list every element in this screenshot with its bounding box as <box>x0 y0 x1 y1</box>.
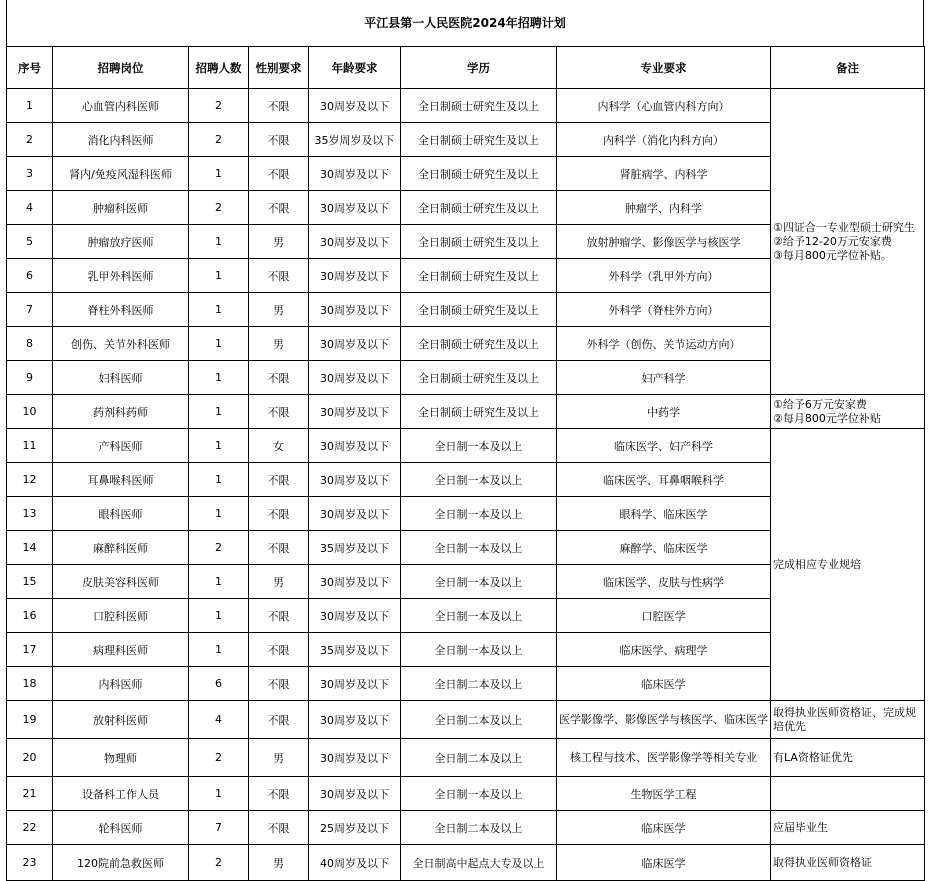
cell-no: 4 <box>7 191 53 225</box>
cell-count: 1 <box>189 429 249 463</box>
cell-gender: 不限 <box>249 463 309 497</box>
note-line: ①给予6万元安家费 <box>773 397 867 411</box>
cell-major: 外科学（乳甲外方向） <box>557 259 771 293</box>
cell-age: 30周岁及以下 <box>309 777 401 811</box>
cell-major: 内科学（消化内科方向） <box>557 123 771 157</box>
cell-count: 1 <box>189 327 249 361</box>
cell-post: 设备科工作人员 <box>53 777 189 811</box>
cell-edu: 全日制二本及以上 <box>401 667 557 701</box>
cell-no: 2 <box>7 123 53 157</box>
cell-count: 1 <box>189 395 249 429</box>
cell-gender: 不限 <box>249 123 309 157</box>
cell-post: 脊柱外科医师 <box>53 293 189 327</box>
cell-major: 眼科学、临床医学 <box>557 497 771 531</box>
cell-major: 口腔医学 <box>557 599 771 633</box>
note-line: ②每月800元学位补贴 <box>773 411 881 425</box>
cell-major: 核工程与技术、医学影像学等相关专业 <box>557 739 771 777</box>
header-cell-age: 年龄要求 <box>309 47 401 89</box>
cell-post: 120院前急救医师 <box>53 845 189 881</box>
cell-count: 1 <box>189 777 249 811</box>
table-row <box>7 429 925 463</box>
cell-age: 30周岁及以下 <box>309 429 401 463</box>
cell-post: 放射科医师 <box>53 701 189 739</box>
cell-edu: 全日制二本及以上 <box>401 701 557 739</box>
cell-edu: 全日制一本及以上 <box>401 463 557 497</box>
cell-no: 12 <box>7 463 53 497</box>
header-cell-notes: 备注 <box>771 47 925 89</box>
cell-major: 肾脏病学、内科学 <box>557 157 771 191</box>
cell-age: 30周岁及以下 <box>309 89 401 123</box>
table-row <box>7 739 925 777</box>
cell-gender: 男 <box>249 293 309 327</box>
cell-count: 1 <box>189 259 249 293</box>
cell-no: 6 <box>7 259 53 293</box>
cell-age: 30周岁及以下 <box>309 225 401 259</box>
cell-age: 30周岁及以下 <box>309 327 401 361</box>
cell-gender: 不限 <box>249 531 309 565</box>
cell-notes: 取得执业医师资格证 <box>771 845 925 881</box>
cell-post: 创伤、关节外科医师 <box>53 327 189 361</box>
cell-notes: 取得执业医师资格证、完成规培优先 <box>771 701 925 739</box>
cell-post: 心血管内科医师 <box>53 89 189 123</box>
cell-edu: 全日制一本及以上 <box>401 633 557 667</box>
cell-count: 2 <box>189 739 249 777</box>
cell-count: 1 <box>189 361 249 395</box>
cell-edu: 全日制一本及以上 <box>401 497 557 531</box>
cell-no: 20 <box>7 739 53 777</box>
cell-count: 1 <box>189 599 249 633</box>
cell-no: 14 <box>7 531 53 565</box>
cell-age: 30周岁及以下 <box>309 463 401 497</box>
cell-notes: 应届毕业生 <box>771 811 925 845</box>
cell-major: 临床医学、病理学 <box>557 633 771 667</box>
cell-edu: 全日制二本及以上 <box>401 739 557 777</box>
header-cell-count: 招聘人数 <box>189 47 249 89</box>
cell-gender: 不限 <box>249 667 309 701</box>
cell-no: 17 <box>7 633 53 667</box>
cell-major: 临床医学 <box>557 667 771 701</box>
cell-edu: 全日制一本及以上 <box>401 565 557 599</box>
cell-no: 22 <box>7 811 53 845</box>
cell-notes-group3: 完成相应专业规培 <box>771 429 925 701</box>
cell-age: 30周岁及以下 <box>309 259 401 293</box>
cell-edu: 全日制硕士研究生及以上 <box>401 293 557 327</box>
cell-major: 肿瘤学、内科学 <box>557 191 771 225</box>
cell-major: 临床医学、皮肤与性病学 <box>557 565 771 599</box>
cell-post: 麻醉科医师 <box>53 531 189 565</box>
cell-gender: 不限 <box>249 395 309 429</box>
cell-gender: 女 <box>249 429 309 463</box>
cell-no: 9 <box>7 361 53 395</box>
cell-age: 30周岁及以下 <box>309 293 401 327</box>
header-cell-no: 序号 <box>7 47 53 89</box>
cell-gender: 不限 <box>249 701 309 739</box>
recruitment-sheet <box>6 0 924 881</box>
cell-gender: 男 <box>249 225 309 259</box>
cell-gender: 不限 <box>249 633 309 667</box>
cell-major: 临床医学 <box>557 845 771 881</box>
cell-edu: 全日制硕士研究生及以上 <box>401 123 557 157</box>
cell-age: 35周岁及以下 <box>309 531 401 565</box>
cell-count: 1 <box>189 497 249 531</box>
cell-post: 病理科医师 <box>53 633 189 667</box>
cell-edu: 全日制硕士研究生及以上 <box>401 191 557 225</box>
cell-count: 6 <box>189 667 249 701</box>
cell-edu: 全日制一本及以上 <box>401 429 557 463</box>
cell-age: 30周岁及以下 <box>309 157 401 191</box>
cell-major: 医学影像学、影像医学与核医学、临床医学 <box>557 701 771 739</box>
cell-no: 8 <box>7 327 53 361</box>
cell-major: 中药学 <box>557 395 771 429</box>
cell-major: 外科学（脊柱外方向） <box>557 293 771 327</box>
cell-age: 30周岁及以下 <box>309 395 401 429</box>
cell-age: 30周岁及以下 <box>309 361 401 395</box>
cell-no: 15 <box>7 565 53 599</box>
cell-no: 19 <box>7 701 53 739</box>
cell-gender: 不限 <box>249 191 309 225</box>
cell-post: 皮肤美容科医师 <box>53 565 189 599</box>
cell-no: 23 <box>7 845 53 881</box>
cell-edu: 全日制硕士研究生及以上 <box>401 327 557 361</box>
cell-age: 30周岁及以下 <box>309 191 401 225</box>
cell-major: 临床医学、妇产科学 <box>557 429 771 463</box>
table-row <box>7 845 925 881</box>
cell-count: 2 <box>189 89 249 123</box>
cell-edu: 全日制一本及以上 <box>401 599 557 633</box>
table-row <box>7 777 925 811</box>
cell-edu: 全日制二本及以上 <box>401 811 557 845</box>
header-cell-gender: 性别要求 <box>249 47 309 89</box>
cell-gender: 不限 <box>249 811 309 845</box>
cell-notes: 有LA资格证优先 <box>771 739 925 777</box>
cell-count: 2 <box>189 123 249 157</box>
cell-gender: 男 <box>249 845 309 881</box>
cell-major: 临床医学、耳鼻咽喉科学 <box>557 463 771 497</box>
cell-major: 麻醉学、临床医学 <box>557 531 771 565</box>
cell-edu: 全日制硕士研究生及以上 <box>401 157 557 191</box>
cell-major: 妇产科学 <box>557 361 771 395</box>
cell-post: 药剂科药师 <box>53 395 189 429</box>
cell-count: 4 <box>189 701 249 739</box>
cell-post: 产科医师 <box>53 429 189 463</box>
header-cell-edu: 学历 <box>401 47 557 89</box>
cell-age: 35周岁及以下 <box>309 633 401 667</box>
cell-age: 30周岁及以下 <box>309 565 401 599</box>
table-row <box>7 89 925 123</box>
cell-edu: 全日制硕士研究生及以上 <box>401 259 557 293</box>
cell-edu: 全日制一本及以上 <box>401 777 557 811</box>
cell-post: 肿瘤科医师 <box>53 191 189 225</box>
cell-gender: 男 <box>249 739 309 777</box>
note-line: ①四证合一专业型硕士研究生 <box>773 220 915 234</box>
cell-post: 内科医师 <box>53 667 189 701</box>
cell-count: 1 <box>189 633 249 667</box>
cell-count: 7 <box>189 811 249 845</box>
note-line: ③每月800元学位补贴。 <box>773 248 892 262</box>
cell-gender: 不限 <box>249 157 309 191</box>
recruitment-table <box>6 46 925 881</box>
cell-no: 11 <box>7 429 53 463</box>
cell-gender: 不限 <box>249 777 309 811</box>
cell-edu: 全日制高中起点大专及以上 <box>401 845 557 881</box>
cell-age: 30周岁及以下 <box>309 701 401 739</box>
cell-post: 消化内科医师 <box>53 123 189 157</box>
cell-age: 30周岁及以下 <box>309 599 401 633</box>
cell-count: 1 <box>189 565 249 599</box>
cell-major: 生物医学工程 <box>557 777 771 811</box>
table-row <box>7 811 925 845</box>
cell-no: 1 <box>7 89 53 123</box>
cell-age: 30周岁及以下 <box>309 739 401 777</box>
cell-edu: 全日制硕士研究生及以上 <box>401 225 557 259</box>
cell-edu: 全日制硕士研究生及以上 <box>401 89 557 123</box>
cell-post: 眼科医师 <box>53 497 189 531</box>
cell-gender: 不限 <box>249 361 309 395</box>
cell-no: 10 <box>7 395 53 429</box>
cell-post: 物理师 <box>53 739 189 777</box>
cell-no: 21 <box>7 777 53 811</box>
cell-count: 2 <box>189 191 249 225</box>
header-row <box>7 47 925 89</box>
cell-count: 1 <box>189 463 249 497</box>
note-line: ②给予12-20万元安家费 <box>773 234 892 248</box>
cell-post: 肾内/免疫风湿科医师 <box>53 157 189 191</box>
cell-major: 内科学（心血管内科方向） <box>557 89 771 123</box>
cell-age: 35岁周岁及以下 <box>309 123 401 157</box>
cell-no: 16 <box>7 599 53 633</box>
cell-notes-group2 <box>771 395 925 429</box>
cell-gender: 男 <box>249 565 309 599</box>
table-row <box>7 395 925 429</box>
cell-gender: 不限 <box>249 89 309 123</box>
cell-count: 2 <box>189 531 249 565</box>
cell-edu: 全日制硕士研究生及以上 <box>401 361 557 395</box>
cell-count: 1 <box>189 293 249 327</box>
cell-post: 肿瘤放疗医师 <box>53 225 189 259</box>
cell-major: 临床医学 <box>557 811 771 845</box>
cell-post: 轮科医师 <box>53 811 189 845</box>
cell-count: 1 <box>189 157 249 191</box>
cell-gender: 不限 <box>249 259 309 293</box>
cell-notes <box>771 777 925 811</box>
cell-age: 25周岁及以下 <box>309 811 401 845</box>
cell-post: 妇科医师 <box>53 361 189 395</box>
cell-edu: 全日制一本及以上 <box>401 531 557 565</box>
cell-edu: 全日制硕士研究生及以上 <box>401 395 557 429</box>
cell-major: 外科学（创伤、关节运动方向） <box>557 327 771 361</box>
cell-no: 5 <box>7 225 53 259</box>
cell-age: 30周岁及以下 <box>309 667 401 701</box>
cell-gender: 男 <box>249 327 309 361</box>
cell-no: 18 <box>7 667 53 701</box>
cell-count: 2 <box>189 845 249 881</box>
cell-no: 3 <box>7 157 53 191</box>
cell-no: 7 <box>7 293 53 327</box>
cell-post: 耳鼻喉科医师 <box>53 463 189 497</box>
header-cell-post: 招聘岗位 <box>53 47 189 89</box>
cell-notes-group1 <box>771 89 925 395</box>
cell-major: 放射肿瘤学、影像医学与核医学 <box>557 225 771 259</box>
table-row <box>7 701 925 739</box>
cell-no: 13 <box>7 497 53 531</box>
cell-count: 1 <box>189 225 249 259</box>
header-cell-major: 专业要求 <box>557 47 771 89</box>
cell-post: 口腔科医师 <box>53 599 189 633</box>
cell-gender: 不限 <box>249 497 309 531</box>
sheet-title: 平江县第一人民医院2024年招聘计划 <box>6 0 924 46</box>
cell-post: 乳甲外科医师 <box>53 259 189 293</box>
cell-age: 30周岁及以下 <box>309 497 401 531</box>
cell-gender: 不限 <box>249 599 309 633</box>
cell-age: 40周岁及以下 <box>309 845 401 881</box>
